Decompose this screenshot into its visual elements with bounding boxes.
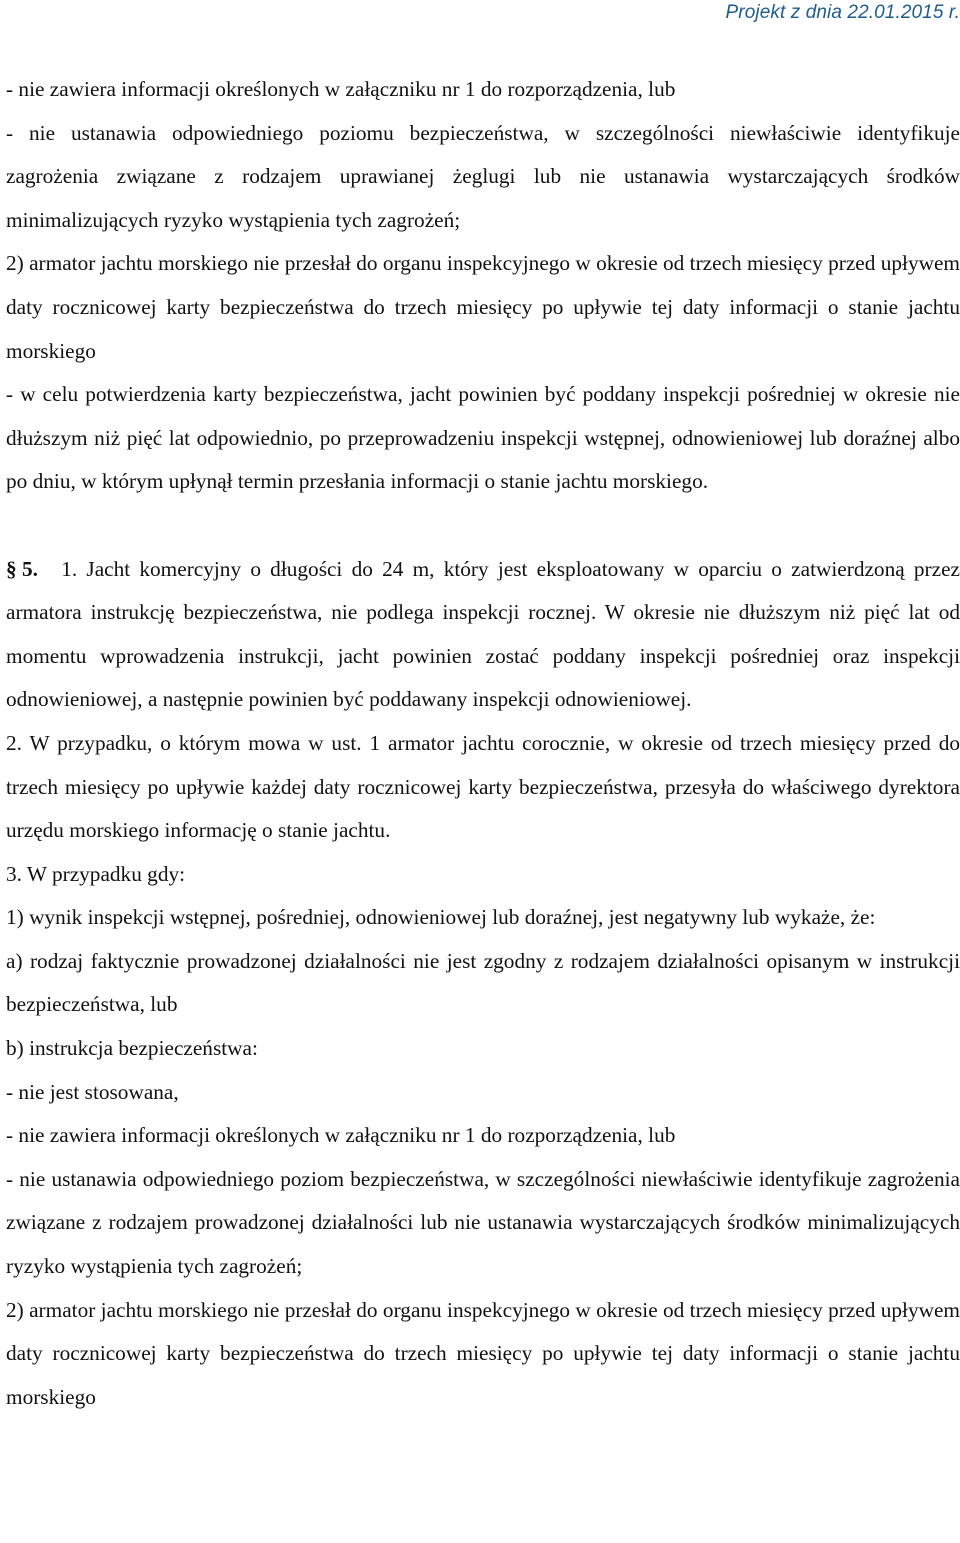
section-5-item-2: 2) armator jachtu morskiego nie przesłał do organu inspekcyjnego w okresie od trzech miesięcy przed upływem daty rocznicowej karty bezpieczeństwa do trzech miesięcy po upływie tej daty informacji o stanie jachtu morskiego	[6, 1297, 960, 1409]
paragraph-dash-no-safety-level: - nie ustanawia odpowiedniego poziomu bezpieczeństwa, w szczególności niewłaściwie identyfikuje zagrożenia związane z rodzajem uprawianej żeglugi lub nie ustanawia wystarczających środków minimalizujących ryzyko wystąpienia tych zagrożeń;	[6, 120, 960, 232]
section-sign: § 5.	[6, 556, 38, 581]
section-5-dash-no-info: - nie zawiera informacji określonych w załączniku nr 1 do rozporządzenia, lub	[6, 1123, 676, 1148]
section-5-item-b: b) instrukcja bezpieczeństwa:	[6, 1036, 258, 1061]
project-date-header: Projekt z dnia 22.01.2015 r.	[725, 2, 960, 23]
section-5-para1-text: 1. Jacht komercyjny o długości do 24 m, który jest eksploatowany w oparciu o zatwierdzoną przez armatora instrukcję bezpieczeństwa, nie podlega inspekcji rocznej. W okresie nie dłuższym niż pięć lat od momentu wprowadzenia instrukcji, jacht powinien zostać poddany inspekcji pośredniej oraz inspekcji odnowieniowej, a następnie powinien być poddawany inspekcji odnowieniowej.	[6, 556, 960, 712]
section-5-dash-not-applied: - nie jest stosowana,	[6, 1079, 179, 1104]
document-body	[6, 68, 960, 1419]
paragraph-dash-intermediate-inspection: - w celu potwierdzenia karty bezpieczeństwa, jacht powinien być poddany inspekcji pośredniej w okresie nie dłuższym niż pięć lat odpowiednio, po przeprowadzeniu inspekcji wstępnej, odnowieniowej lub doraźnej albo po dniu, w którym upłynął termin przesłania informacji o stanie jachtu morskiego.	[6, 382, 960, 494]
section-5-item-1: 1) wynik inspekcji wstępnej, pośredniej, odnowieniowej lub doraźnej, jest negatywny lub wykaże, że:	[6, 905, 876, 930]
section-5-item-a: a) rodzaj faktycznie prowadzonej działalności nie jest zgodny z rodzajem działalności opisanym w instrukcji bezpieczeństwa, lub	[6, 948, 960, 1017]
section-5-paragraph-1	[6, 548, 960, 722]
paragraph-dash-no-info: - nie zawiera informacji określonych w załączniku nr 1 do rozporządzenia, lub	[6, 77, 676, 101]
paragraph-item-2-armator: 2) armator jachtu morskiego nie przesłał do organu inspekcyjnego w okresie od trzech miesięcy przed upływem daty rocznicowej karty bezpieczeństwa do trzech miesięcy po upływie tej daty informacji o stanie jachtu morskiego	[6, 251, 960, 363]
section-5-dash-no-safety-level: - nie ustanawia odpowiedniego poziom bezpieczeństwa, w szczególności niewłaściwie identyfikuje zagrożenia związane z rodzajem prowadzonej działalności lub nie ustanawia wystarczających środków minimalizujących ryzyko wystąpienia tych zagrożeń;	[6, 1166, 960, 1279]
section-5-paragraph-3: 3. W przypadku gdy:	[6, 861, 186, 886]
section-5-paragraph-2: 2. W przypadku, o którym mowa w ust. 1 armator jachtu corocznie, w okresie od trzech miesięcy przed do trzech miesięcy po upływie każdej daty rocznicowej karty bezpieczeństwa, przesyła do właściwego dyrektora urzędu morskiego informację o stanie jachtu.	[6, 730, 960, 843]
